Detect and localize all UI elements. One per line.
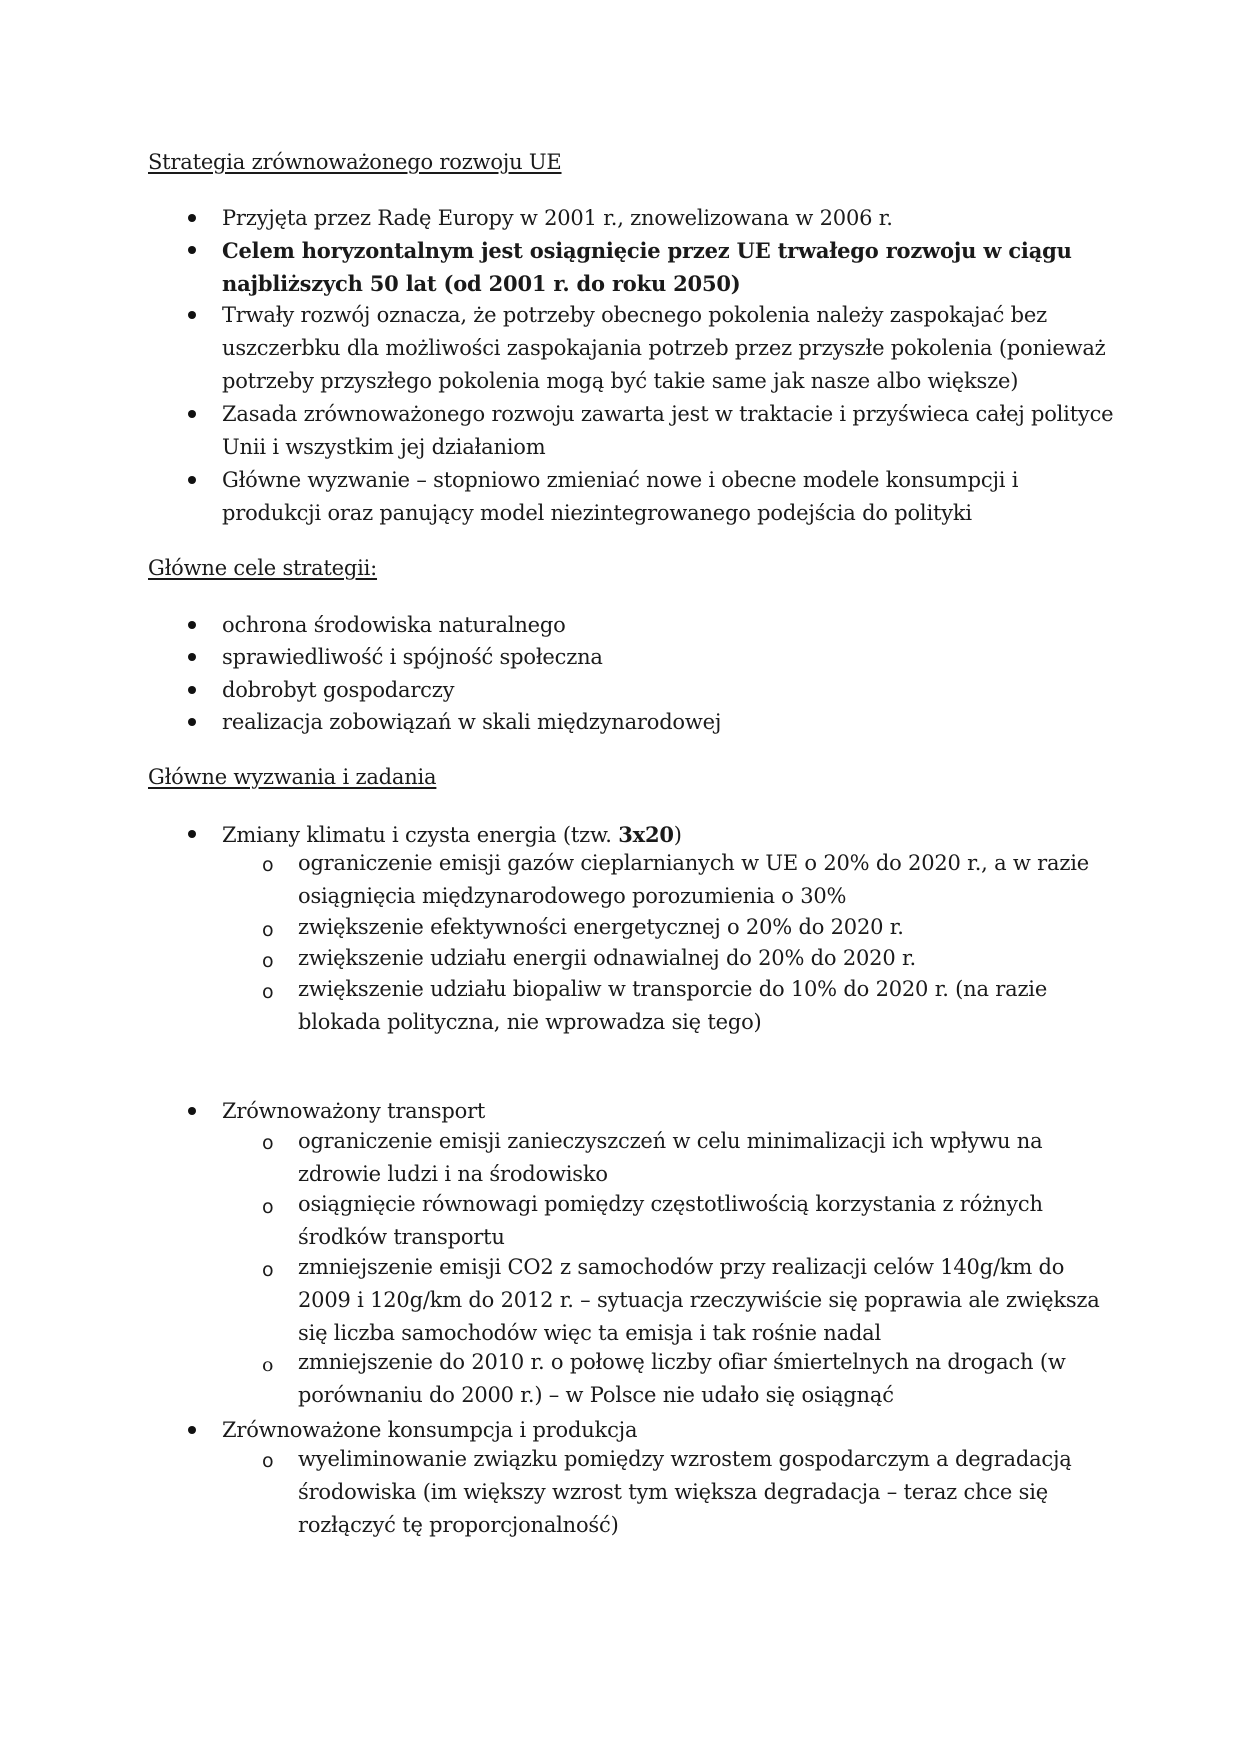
sub-item-text: środków transportu [298,1225,505,1249]
sub-item-text: zwiększenie udziału biopaliw w transporcie do 10% do 2020 r. (na razie [298,977,1048,1001]
list-item-text-bold: 3x20 [618,822,674,847]
sub-item-text: rozłączyć tę proporcjonalność) [298,1513,619,1537]
section-heading-strategy: Strategia zrównoważonego rozwoju UE [148,150,562,174]
sub-item-text: porównaniu do 2000 r.) – w Polsce nie udało się osiągnąć [298,1383,894,1407]
sub-item-text: ograniczenie emisji zanieczyszczeń w celu minimalizacji ich wpływu na [298,1129,1043,1153]
circle-bullet-icon: o [262,1132,274,1154]
list-item-text: Zasada zrównoważonego rozwoju zawarta jest w traktacie i przyświeca całej polityce [222,402,1114,426]
sub-item-text: zwiększenie efektywności energetycznej o 20% do 2020 r. [298,915,904,939]
list-item-text: uszczerbku dla możliwości zaspokajania potrzeb przez przyszłe pokolenia (ponieważ [222,336,1106,360]
section-heading-goals: Główne cele strategii: [148,556,378,580]
list-item-text: Celem horyzontalnym jest osiągnięcie przez UE trwałego rozwoju w ciągu [222,238,1072,263]
bullet-icon [188,621,196,629]
bullet-icon [188,653,196,661]
bullet-icon [188,410,196,418]
sub-item-text: 2009 i 120g/km do 2012 r. – sytuacja rzeczywiście się poprawia ale zwiększa [298,1288,1100,1312]
circle-bullet-icon: o [262,1354,274,1376]
sub-item-text: zmniejszenie do 2010 r. o połowę liczby ofiar śmiertelnych na drogach (w [298,1350,1066,1374]
list-item-text: produkcji oraz panujący model niezintegrowanego podejścia do polityki [222,501,972,525]
list-item-text: Zrównoważony transport [222,1099,486,1123]
list-item-text-prefix: Zmiany klimatu i czysta energia (tzw. [222,823,619,847]
list-item-text: potrzeby przyszłego pokolenia mogą być takie same jak nasze albo większe) [222,369,1019,393]
sub-item-text: zwiększenie udziału energii odnawialnej do 20% do 2020 r. [298,946,916,970]
bullet-icon [188,1107,196,1115]
section-heading-challenges: Główne wyzwania i zadania [148,765,437,789]
sub-item-text: blokada polityczna, nie wprowadza się tego) [298,1010,762,1034]
circle-bullet-icon: o [262,919,274,941]
circle-bullet-icon: o [262,854,274,876]
list-item-text: najbliższych 50 lat (od 2001 r. do roku 2050) [222,271,741,296]
bullet-icon [188,830,196,838]
bullet-icon [188,718,196,726]
circle-bullet-icon: o [262,981,274,1003]
list-item-text: realizacja zobowiązań w skali międzynarodowej [222,710,722,734]
list-item-text: ochrona środowiska naturalnego [222,613,566,637]
list-item-text: dobrobyt gospodarczy [222,678,455,702]
circle-bullet-icon: o [262,1450,274,1472]
sub-item-text: środowiska (im większy wzrost tym większa degradacja – teraz chce się [298,1480,1048,1504]
sub-item-text: wyeliminowanie związku pomiędzy wzrostem gospodarczym a degradacją [298,1447,1072,1471]
sub-item-text: zmniejszenie emisji CO2 z samochodów przy realizacji celów 140g/km do [298,1255,1065,1279]
list-item-text: sprawiedliwość i spójność społeczna [222,645,603,669]
circle-bullet-icon: o [262,1259,274,1281]
bullet-icon [188,311,196,319]
bullet-icon [188,1426,196,1434]
circle-bullet-icon: o [262,950,274,972]
list-item-text: Zrównoważone konsumpcja i produkcja [222,1418,638,1442]
list-item-text: Główne wyzwanie – stopniowo zmieniać nowe i obecne modele konsumpcji i [222,468,1019,492]
list-item-text: Przyjęta przez Radę Europy w 2001 r., znowelizowana w 2006 r. [222,206,893,230]
sub-item-text: osiągnięcia międzynarodowego porozumienia o 30% [298,884,847,908]
bullet-icon [188,246,196,254]
bullet-icon [188,476,196,484]
sub-item-text: osiągnięcie równowagi pomiędzy częstotliwością korzystania z różnych [298,1192,1043,1216]
list-item-text-suffix: ) [673,823,682,847]
list-item-text: Unii i wszystkim jej działaniom [222,435,546,459]
sub-item-text: się liczba samochodów więc ta emisja i tak rośnie nadal [298,1321,882,1345]
sub-item-text: ograniczenie emisji gazów cieplarnianych w UE o 20% do 2020 r., a w razie [298,851,1089,875]
bullet-icon [188,686,196,694]
list-item-text: Trwały rozwój oznacza, że potrzeby obecnego pokolenia należy zaspokajać bez [222,303,1048,327]
circle-bullet-icon: o [262,1196,274,1218]
sub-item-text: zdrowie ludzi i na środowisko [298,1162,608,1186]
bullet-icon [188,214,196,222]
